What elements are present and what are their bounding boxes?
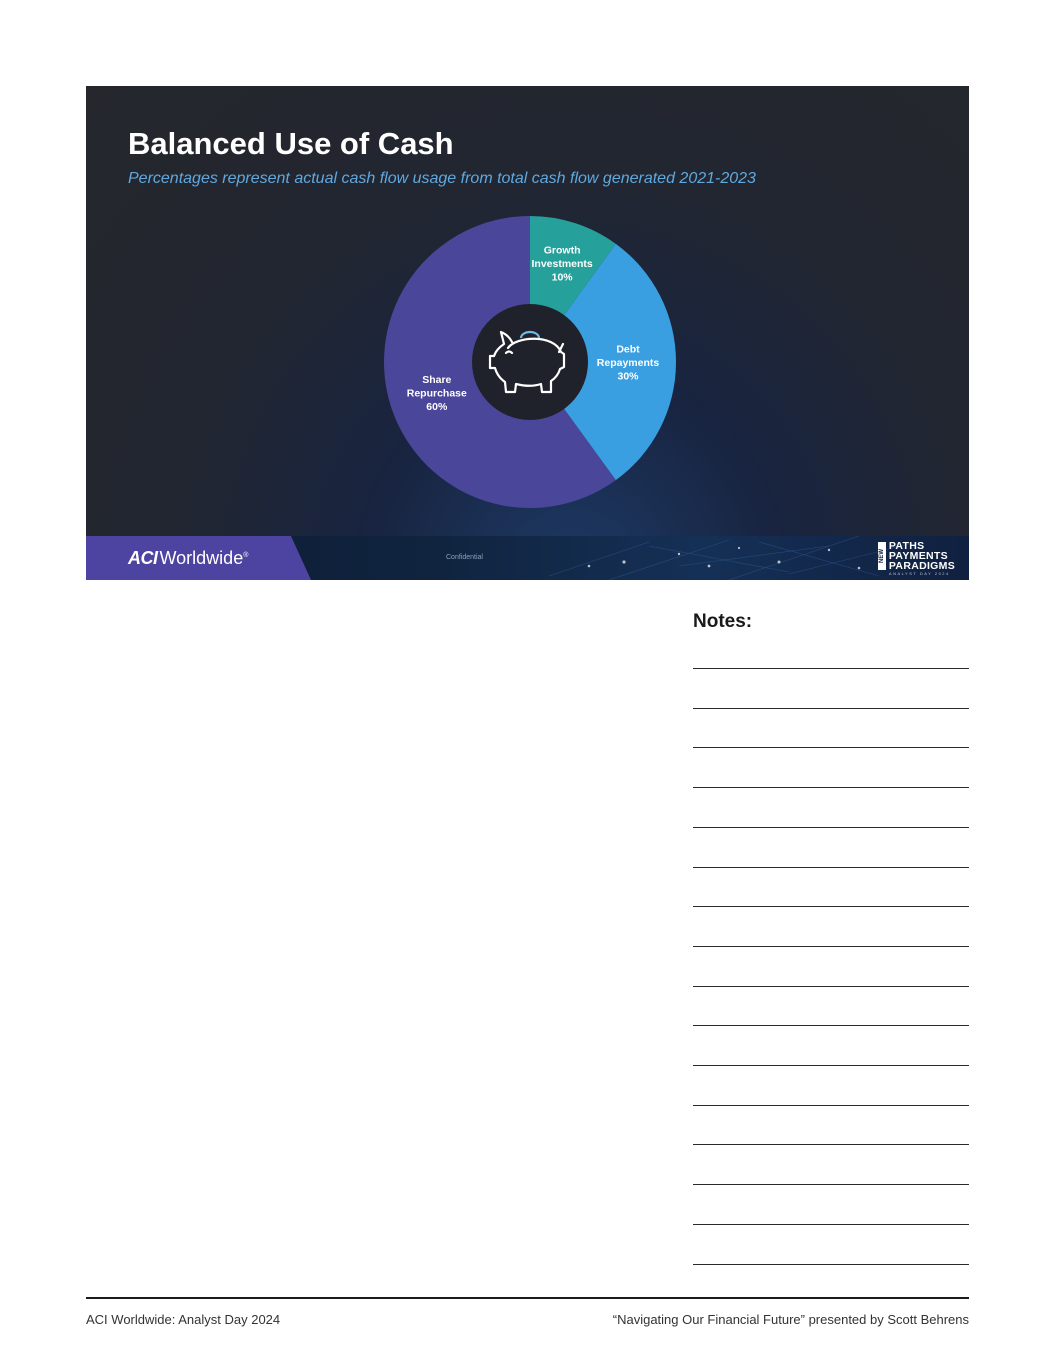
note-line: [693, 867, 969, 868]
slide-subtitle: Percentages represent actual cash flow usage from total cash flow generated 2021-2023: [128, 170, 756, 187]
page-footer-right: “Navigating Our Financial Future” presented by Scott Behrens: [612, 1312, 969, 1327]
note-line: [693, 1065, 969, 1066]
note-line: [693, 1224, 969, 1225]
note-line: [693, 1264, 969, 1265]
notes-title: Notes:: [693, 611, 753, 632]
aci-worldwide-logo: ACI Worldwide®: [128, 548, 249, 568]
note-line: [693, 708, 969, 709]
donut-chart: [86, 86, 969, 580]
note-line: [693, 747, 969, 748]
confidential-label: Confidential: [446, 554, 483, 561]
slide: [86, 86, 969, 580]
note-line: [693, 1105, 969, 1106]
note-line: [693, 986, 969, 987]
page-footer-left: ACI Worldwide: Analyst Day 2024: [86, 1312, 281, 1327]
note-line: [693, 1025, 969, 1026]
slice-label-2: Share Repurchase 60%: [406, 373, 467, 413]
note-line: [693, 787, 969, 788]
note-line: [693, 668, 969, 669]
page-divider: [86, 1297, 969, 1299]
note-line: [693, 1144, 969, 1145]
note-line: [693, 1184, 969, 1185]
note-line: [693, 906, 969, 907]
note-line: [693, 827, 969, 828]
slice-label-1: Debt Repayments 30%: [596, 343, 660, 383]
slide-title: Balanced Use of Cash: [128, 126, 454, 161]
note-line: [693, 946, 969, 947]
slice-label-0: Growth Investments 10%: [531, 244, 593, 284]
new-paths-brand: NEW PATHS PAYMENTS PARADIGMS ANALYST DAY 2024: [878, 540, 955, 576]
slide-footer: [86, 536, 969, 580]
